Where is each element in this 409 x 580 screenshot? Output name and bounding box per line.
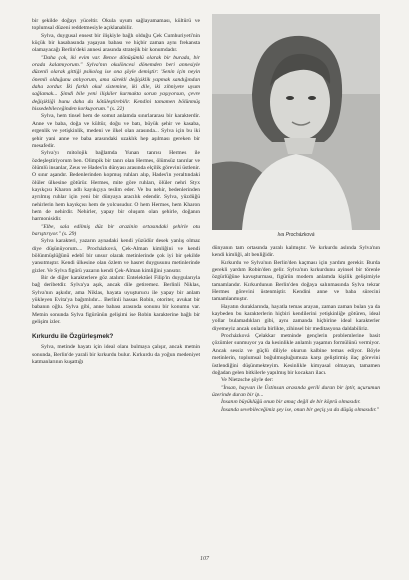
- left-text-column: [32, 18, 200, 366]
- photo-caption: Iva Procházková: [277, 232, 315, 238]
- paragraph: Sylva, hem tinsel hem de somut anlamda sınırlararası bir karakterdir. Anne ve baba, doğa ve kültür, doğu ve batı, büyük şehir ve kasaba, ergenlik ve yetişkinlik, medeni ve ilkel olan arasında... Sylva için bu iki şehir yani anne ve baba arasındaki uzaklık hep aşılması gereken bir mesafedir.: [32, 113, 200, 149]
- quotation: İnsanda sevebileceğimiz şey ise, onun bir geçiş ya da düşüş olmasıdır.": [221, 406, 379, 413]
- author-photo: [212, 14, 380, 230]
- section-heading: Kırkurdu ile Özgürleşmek?: [32, 333, 114, 341]
- paragraph: Hayatın duraklarında, hayatla temas arayan, zaman zaman bulan ya da kaybeden bu karakterlerin hiçbiri kendilerini yetişkinliğe götüren, ideal yollar bulamadıkları gibi, aynı zamanda hiçbirine ideal karakterler diyemeyiz ancak onlarla birlikte, zihinsel bir meditasyona daldabiliriz.: [212, 303, 380, 332]
- quotation: "Elbe, sala edilmiş düz bir arazinin ortasındaki şehirle otu barıştırıyor." (s. 29): [32, 223, 200, 237]
- portrait-illustration: [212, 14, 380, 230]
- quotation: İnsanın büyüklüğü onun bir amaç değil de bir köprü olmasıdır.: [221, 399, 361, 406]
- paragraph: Kırkurdu ve Sylva'nın Berlin'den kaçması için yardım gerekir. Burda gerekli yardım Robin'den gelir. Sylva'nın kırkurdunu ayinsel bir törenle özgürlüğüne kavuşturması, figürün modern anlamda kişilik gelişimiyle tamamlandır. Kırkurdunun Berlin'den doğaya salınmasında Sylva tekrar Hermes görevini üstenmiştir. Kendini anne ve baba sürecini tamamlanmıştır.: [212, 259, 380, 303]
- right-text-column: [212, 245, 380, 414]
- paragraph: Sylva karakteri, yazarın aynadaki kendi yüzüdür desek yanlış olmaz diye düşünüyorum.... Procházková, Çek-Alman kimliğini ve kendi bölünmüşlüğünü edebî bir unsur olarak metinlerinde çok iyi bir şekilde yansıtmıştır. Kendi ülkesine olan özlem ve hasret duygusunu metinlerinde gizler. Ve Sylva figürü yazarın kendi Çek-Alman kimliğini yansıtır.: [32, 238, 200, 274]
- paragraph: Sylva'yı mitolojik bağlamda Yunan tanrısı Hermes ile özdeşleştiriyorum ben. Olimpik bir tanrı olan Hermes, ölümsüz tanrılar ve ölümlü insanlar, Zeus ve Hades'in dünyası arasında elçilik görevini üstlenir. O sınır aşandır. Bedenlerinden kopmuş ruhları alıp, Hades'in yeraltındaki ölüler ülkesine götürür. Hermes, mite göre ruhları, ölüler nehri Styx kayıkçısı Kharon adlı kayıkçıya teslim eder. Ve bu nehir, bedenlerinden ayrılmış ruhlar için yeni bir dünyaya aracılık edendir. Sylva, yüzdüğü nehirlerin hem kayıkçısı hem de yolcusudur. O hem Hermes, hem Kharon hem de nehirdir. Nehirler, yapay bir oluşum olan şehirle, doğanın harmonisidir.: [32, 150, 200, 223]
- paragraph: Sylva, metinde hayatı için ideal olanı bulmaya çalışır, ancak metnin sonunda, Berlin'de yarali bir kırkurdu bulur. Kırkurdu da yoğun medeniyet katmanlarının kuşattığı: [32, 344, 200, 366]
- page-number: 107: [200, 556, 209, 562]
- quotation: "Daha çok, iki evim var. Bence dönüşümlü olarak bir burada, bir orada kalamıyorum." Sylva'nın okulöncesi dönemden beri annesiyle düzenli olarak gittiği psikolog ise ona şöyle demiştir: 'Senin için neyin önemli olduğunu anlıyorum, ama sürekli değişiklik yapmak sandığından daha zordur. İki farklı okul sistemine, iki dile, iki zihniyete uyum sağlamak... Şimdi bile yeni ilişkiler kurmakta sorun yaşıyorsun, çevre değişikliği bunu daha da kötüleştirebilir. Kendini tamamen bölünmüş hissedebileceğinden korkuyorum." (s. 22): [32, 54, 200, 113]
- paragraph: Procházková Çelakkar metninde gençlerin problemlerine basit çözümler sunmuyor ya da kesinlikle anlamlı yaşamın formülünü vermiyor. Ancak sessiz ve güçlü diliyle okurun kalbine temas ediyor. Böyle metinlerin, toplumsal boğulmuşluğumuza karşı geliştirmiş ilaç görevini üstlendiğini düşünmekteyim. Kesinlikle kimyasal olmayan, tamamen doğadan gelen bitkilerle yapılmış bir kocakarı ilacı.: [212, 333, 380, 376]
- paragraph: dünyanın tam ortasında yaralı kalmıştır. Ve kırkurdu aslında Sylva'nın kendi kimliği, alt benliğidir.: [212, 245, 380, 259]
- paragraph: Bir de diğer karakterlere göz atalım: Entelektüel Filip'in duygularıyla bağ deribetdir. Sylva'ya aşık, ancak dile getiremez. Berlinli Niklas, Sylva'nın aşkıdır, ama Niklas, hayata uyuşturucu ile yapay bir anlam yükleyen Evita'ya bağımlıdır... Berlinli hassas Robin, otoriter, avukat bir babanın oğlu. Sylva gibi, anne babası arasında sonunu bir konumu var. Metnin sonunda Sylva figürünün gelişimi ise Robin karakterine bağlı bir gelişim izler.: [32, 275, 200, 326]
- paragraph: Ve Nietzsche şöyle der:: [221, 377, 274, 384]
- paragraph: Sylva, duygusal ensest bir ilişkiyle bağlı olduğu Çek Cumhuriyeti'nin küçük bir kasabasında yaşayan babası ve hiçbir zaman aynı frekansta olamayacağı Berlin'deki annesi arasında stratejik bir konumdadır.: [32, 32, 200, 54]
- paragraph: bir şekilde doğayı yüceltir. Okula uyum sağlayamaması, kültürü ve toplumsal düzeni reddetmesiyle açıklanabilir.: [32, 18, 200, 32]
- quotation: "İnsan, hayvan ile Üstinsan arasında gerili duran bir iptir, uçurumun üzerinde duran bir ip...: [212, 384, 380, 398]
